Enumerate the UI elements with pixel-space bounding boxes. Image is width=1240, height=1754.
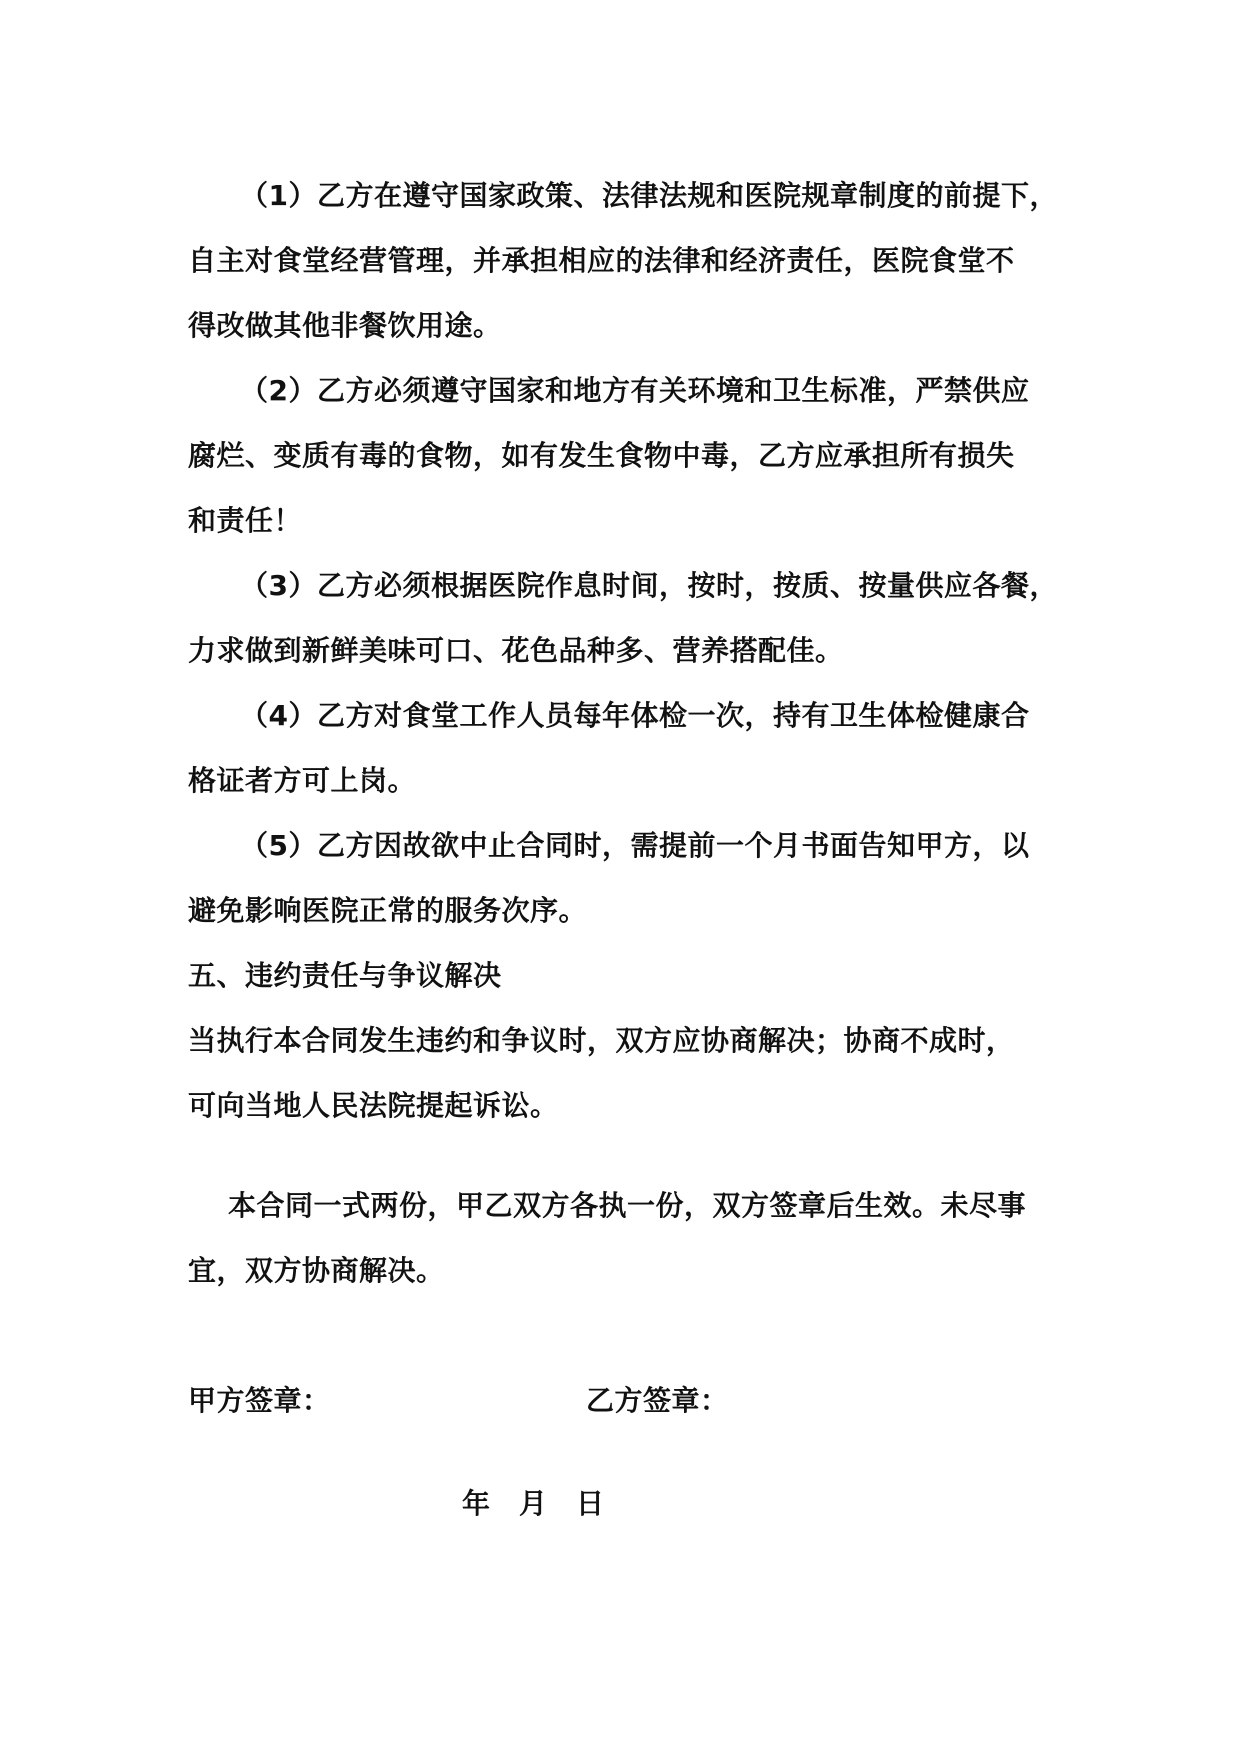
clause-3-line-1: （3）乙方必须根据医院作息时间，按时，按质、按量供应各餐，	[240, 569, 1058, 602]
clause-4-line-2: 格证者方可上岗。	[188, 764, 417, 797]
clause-3-line-2: 力求做到新鲜美味可口、花色品种多、营养搭配佳。	[188, 634, 844, 667]
clause-2-line-2: 腐烂、变质有毒的食物，如有发生食物中毒，乙方应承担所有损失	[188, 439, 1015, 472]
date-line: 年 月 日	[462, 1487, 605, 1520]
clause-5-line-1: （5）乙方因故欲中止合同时，需提前一个月书面告知甲方，以	[240, 829, 1030, 862]
closing-paragraph-line-1: 本合同一式两份，甲乙双方各执一份，双方签章后生效。未尽事	[228, 1189, 1027, 1222]
party-b-signature-label: 乙方签章：	[586, 1384, 729, 1417]
clause-1-line-2: 自主对食堂经营管理，并承担相应的法律和经济责任，医院食堂不	[188, 244, 1015, 277]
clause-4-line-1: （4）乙方对食堂工作人员每年体检一次，持有卫生体检健康合	[240, 699, 1030, 732]
closing-paragraph-line-2: 宜，双方协商解决。	[188, 1254, 445, 1287]
party-a-signature-label: 甲方签章：	[188, 1384, 331, 1417]
clause-1-line-3: 得改做其他非餐饮用途。	[188, 309, 502, 342]
dispute-paragraph-line-1: 当执行本合同发生违约和争议时，双方应协商解决；协商不成时，	[188, 1024, 1015, 1057]
dispute-paragraph-line-2: 可向当地人民法院提起诉讼。	[188, 1089, 559, 1122]
section-heading: 五、违约责任与争议解决	[188, 959, 502, 992]
clause-2-line-1: （2）乙方必须遵守国家和地方有关环境和卫生标准，严禁供应	[240, 374, 1030, 407]
clause-1-line-1: （1）乙方在遵守国家政策、法律法规和医院规章制度的前提下，	[240, 179, 1058, 212]
clause-2-line-3: 和责任！	[188, 504, 303, 537]
clause-5-line-2: 避免影响医院正常的服务次序。	[188, 894, 588, 927]
